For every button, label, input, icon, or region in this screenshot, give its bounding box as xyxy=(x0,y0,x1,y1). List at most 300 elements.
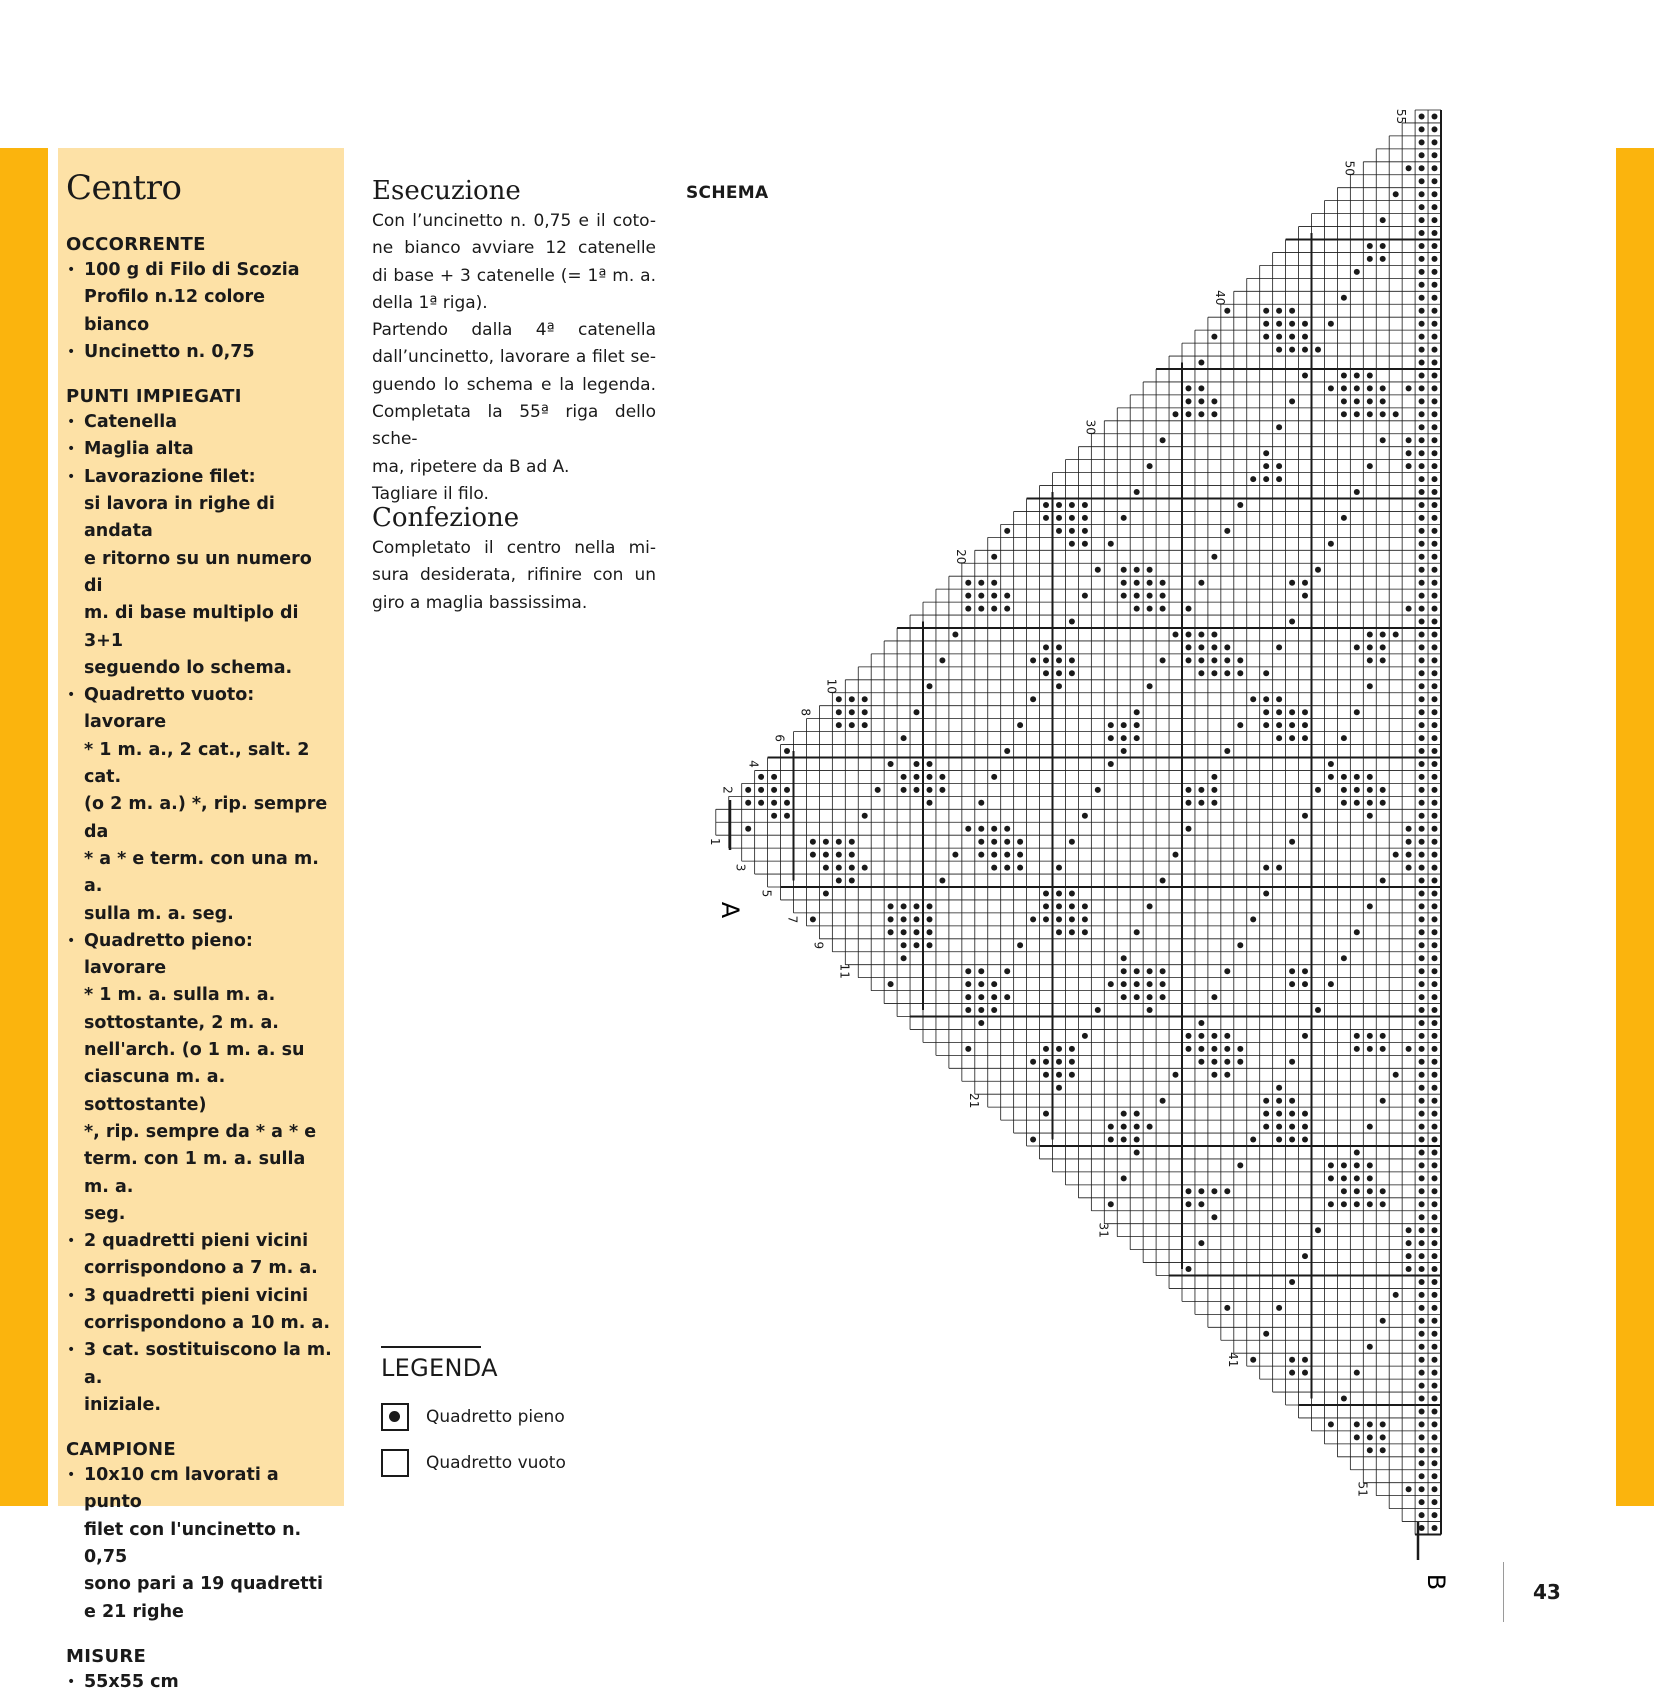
chart-dot xyxy=(991,554,997,560)
chart-dot xyxy=(1173,632,1179,638)
chart-dot xyxy=(1354,929,1360,935)
chart-dot xyxy=(758,787,764,793)
chart-dot xyxy=(1432,463,1438,469)
chart-dot xyxy=(1160,1098,1166,1104)
chart-dot xyxy=(1134,1111,1140,1117)
chart-dot xyxy=(1419,1447,1425,1453)
chart-dot xyxy=(1432,657,1438,663)
chart-dot xyxy=(1432,1473,1438,1479)
chart-dot xyxy=(1004,852,1010,858)
chart-dot xyxy=(1367,1421,1373,1427)
chart-dot xyxy=(1211,1046,1217,1052)
chart-dot xyxy=(823,839,829,845)
chart-dot xyxy=(1380,878,1386,884)
chart-dot xyxy=(1263,450,1269,456)
chart-dot xyxy=(1043,1046,1049,1052)
chart-dot xyxy=(1030,1137,1036,1143)
chart-dot xyxy=(1082,903,1088,909)
chart-dot xyxy=(1198,1046,1204,1052)
chart-dot xyxy=(1380,657,1386,663)
chart-dot xyxy=(849,852,855,858)
chart-dot xyxy=(1056,916,1062,922)
chart-dot xyxy=(745,826,751,832)
chart-dot xyxy=(978,580,984,586)
page-number-divider xyxy=(1503,1562,1504,1622)
chart-dot xyxy=(1341,373,1347,379)
chart-dot xyxy=(1367,1344,1373,1350)
chart-dot xyxy=(1237,722,1243,728)
panel-list-item: • 3 cat. sostituiscono la m. a. iniziale. xyxy=(66,1337,336,1419)
chart-dot xyxy=(1354,1150,1360,1156)
chart-dot xyxy=(1328,761,1334,767)
chart-dot xyxy=(1419,424,1425,430)
chart-dot xyxy=(1121,580,1127,586)
chart-dot xyxy=(1419,1396,1425,1402)
chart-dot xyxy=(1354,385,1360,391)
chart-dot xyxy=(1198,657,1204,663)
chart-dot xyxy=(1341,787,1347,793)
chart-dot xyxy=(836,722,842,728)
chart-dot xyxy=(1419,916,1425,922)
chart-dot xyxy=(1289,1357,1295,1363)
chart-dot xyxy=(1432,515,1438,521)
chart-dot xyxy=(1419,891,1425,897)
chart-dot xyxy=(1432,502,1438,508)
chart-dot xyxy=(1367,774,1373,780)
chart-dot xyxy=(1237,670,1243,676)
panel-list-item: • 10x10 cm lavorati a punto filet con l'uncinetto n. 0,75 sono pari a 19 quadretti e 21 righe xyxy=(66,1462,336,1626)
chart-dot xyxy=(1030,1059,1036,1065)
chart-dot xyxy=(1315,567,1321,573)
chart-dot xyxy=(1432,1033,1438,1039)
chart-dot xyxy=(978,839,984,845)
chart-dot xyxy=(1186,1046,1192,1052)
chart-dot xyxy=(1432,1214,1438,1220)
chart-dot xyxy=(1147,567,1153,573)
chart-dot xyxy=(1211,554,1217,560)
chart-dot xyxy=(1043,1059,1049,1065)
chart-dot xyxy=(1056,683,1062,689)
chart-dot xyxy=(1367,1046,1373,1052)
chart-dot xyxy=(1211,670,1217,676)
chart-dot xyxy=(1432,903,1438,909)
chart-dot xyxy=(1302,334,1308,340)
chart-dot xyxy=(1354,1162,1360,1168)
chart-dot xyxy=(1198,800,1204,806)
chart-dot xyxy=(771,800,777,806)
chart-dot xyxy=(1419,1098,1425,1104)
chart-dot xyxy=(1147,606,1153,612)
chart-dot xyxy=(1432,1227,1438,1233)
chart-dot xyxy=(1289,1279,1295,1285)
chart-dot xyxy=(1108,1137,1114,1143)
chart-dot xyxy=(1186,606,1192,612)
chart-dot xyxy=(1328,1162,1334,1168)
chart-dot xyxy=(1289,735,1295,741)
chart-dot xyxy=(1289,1370,1295,1376)
chart-dot xyxy=(1173,852,1179,858)
chart-dot xyxy=(1432,683,1438,689)
chart-dot xyxy=(771,787,777,793)
chart-dot xyxy=(1302,1033,1308,1039)
chart-dot xyxy=(1432,1175,1438,1181)
chart-dot xyxy=(1354,644,1360,650)
chart-dot xyxy=(1198,670,1204,676)
chart-dot xyxy=(1030,916,1036,922)
chart-dot xyxy=(1393,1072,1399,1078)
chart-dot xyxy=(758,800,764,806)
chart-dot xyxy=(1432,437,1438,443)
chart-dot xyxy=(1134,722,1140,728)
chart-dot xyxy=(1341,411,1347,417)
chart-dot xyxy=(1419,360,1425,366)
chart-dot xyxy=(1160,968,1166,974)
chart-dot xyxy=(836,839,842,845)
chart-dot xyxy=(1004,968,1010,974)
chart-dot xyxy=(862,865,868,871)
chart-dot xyxy=(1367,463,1373,469)
panel-title: Centro xyxy=(66,168,182,208)
panel-list-item: • 3 quadretti pieni vicini corrispondono a 10 m. a. xyxy=(66,1283,336,1338)
chart-dot xyxy=(1263,463,1269,469)
chart-dot xyxy=(1432,360,1438,366)
chart-dot xyxy=(1017,839,1023,845)
chart-dot xyxy=(1069,619,1075,625)
chart-dot xyxy=(1367,385,1373,391)
chart-dot xyxy=(836,852,842,858)
chart-dot xyxy=(1224,1046,1230,1052)
chart-marker-brackets xyxy=(730,800,1418,1560)
chart-dot xyxy=(1380,1046,1386,1052)
chart-dot xyxy=(1419,1473,1425,1479)
chart-dot xyxy=(1367,398,1373,404)
body-line: guendo lo schema e la legenda. xyxy=(372,374,656,395)
chart-dot xyxy=(1160,580,1166,586)
chart-dot xyxy=(1419,1033,1425,1039)
chart-dot xyxy=(1419,774,1425,780)
chart-dot xyxy=(849,878,855,884)
chart-dot xyxy=(1432,1525,1438,1531)
chart-dot xyxy=(1302,981,1308,987)
chart-dot xyxy=(1211,787,1217,793)
chart-dot xyxy=(1432,282,1438,288)
chart-dot xyxy=(1432,1460,1438,1466)
chart-dot xyxy=(1198,1020,1204,1026)
chart-dot xyxy=(1419,502,1425,508)
chart-dot xyxy=(1419,1111,1425,1117)
chart-dot xyxy=(1043,916,1049,922)
chart-dot xyxy=(1419,1331,1425,1337)
chart-dot xyxy=(1043,1111,1049,1117)
chart-dot xyxy=(1289,398,1295,404)
chart-dot xyxy=(1069,929,1075,935)
chart-dot xyxy=(1432,968,1438,974)
chart-dot xyxy=(1276,1124,1282,1130)
chart-dot xyxy=(914,942,920,948)
chart-dot xyxy=(1250,916,1256,922)
chart-dot xyxy=(1108,735,1114,741)
chart-dot xyxy=(1419,567,1425,573)
chart-row-label: 2 xyxy=(720,786,735,794)
chart-dot xyxy=(1004,528,1010,534)
chart-dot xyxy=(888,929,894,935)
chart-dot xyxy=(1419,1150,1425,1156)
chart-dot xyxy=(1432,632,1438,638)
chart-dot xyxy=(1160,657,1166,663)
chart-dot xyxy=(914,709,920,715)
chart-dot xyxy=(965,968,971,974)
chart-dot xyxy=(1004,994,1010,1000)
chart-dot xyxy=(1406,839,1412,845)
chart-dot xyxy=(1432,1512,1438,1518)
chart-dot xyxy=(1419,670,1425,676)
chart-dot xyxy=(1186,1033,1192,1039)
chart-dot xyxy=(1276,347,1282,353)
chart-dot xyxy=(1341,955,1347,961)
chart-dot xyxy=(1419,165,1425,171)
panel-list-item: • Catenella xyxy=(66,409,336,436)
chart-dot xyxy=(1432,852,1438,858)
chart-dot xyxy=(1147,463,1153,469)
chart-dot xyxy=(1419,1486,1425,1492)
chart-dot xyxy=(1069,1046,1075,1052)
chart-dot xyxy=(1354,787,1360,793)
chart-dot xyxy=(1250,696,1256,702)
chart-dot xyxy=(1147,968,1153,974)
chart-dot xyxy=(1380,1447,1386,1453)
chart-dot xyxy=(1237,1046,1243,1052)
chart-dot xyxy=(1419,269,1425,275)
confezione-title: Confezione xyxy=(372,503,520,533)
chart-dot xyxy=(1419,942,1425,948)
chart-dot xyxy=(1302,1253,1308,1259)
chart-dot xyxy=(1004,839,1010,845)
chart-dot xyxy=(1380,1434,1386,1440)
chart-dot xyxy=(1354,373,1360,379)
chart-dot xyxy=(1354,774,1360,780)
chart-dot xyxy=(952,852,958,858)
chart-dot xyxy=(1121,515,1127,521)
chart-dot xyxy=(1004,865,1010,871)
panel-list-item: • Maglia alta xyxy=(66,436,336,463)
chart-dot xyxy=(1056,1059,1062,1065)
chart-dot xyxy=(1289,839,1295,845)
chart-dot xyxy=(1004,593,1010,599)
chart-dot xyxy=(1432,1370,1438,1376)
chart-dot xyxy=(1211,800,1217,806)
chart-dot xyxy=(965,1046,971,1052)
chart-dot xyxy=(1186,800,1192,806)
chart-dot xyxy=(1186,657,1192,663)
chart-dot xyxy=(1419,489,1425,495)
chart-dot xyxy=(1056,657,1062,663)
chart-dot xyxy=(1419,1046,1425,1052)
chart-dot xyxy=(1419,709,1425,715)
chart-dot xyxy=(1432,761,1438,767)
chart-dot xyxy=(1419,398,1425,404)
chart-dot xyxy=(1419,334,1425,340)
chart-dot xyxy=(888,916,894,922)
chart-dot xyxy=(1134,981,1140,987)
chart-dot xyxy=(1263,334,1269,340)
chart-dot xyxy=(1082,528,1088,534)
chart-dot xyxy=(1419,981,1425,987)
chart-dot xyxy=(1069,502,1075,508)
chart-dot xyxy=(1082,916,1088,922)
chart-dot xyxy=(1108,1201,1114,1207)
chart-dot xyxy=(1419,852,1425,858)
chart-dot xyxy=(745,787,751,793)
chart-dot xyxy=(1419,1240,1425,1246)
chart-dot xyxy=(1069,903,1075,909)
chart-dot xyxy=(784,800,790,806)
chart-dot xyxy=(1432,256,1438,262)
chart-dot xyxy=(901,787,907,793)
chart-dot xyxy=(1419,1305,1425,1311)
chart-dot xyxy=(1432,1085,1438,1091)
chart-dot xyxy=(1198,385,1204,391)
chart-dot xyxy=(965,606,971,612)
body-line: dall’uncinetto, lavorare a filet se- xyxy=(372,347,656,368)
chart-dot xyxy=(1263,476,1269,482)
chart-dot xyxy=(1121,567,1127,573)
chart-dot xyxy=(1393,1292,1399,1298)
panel-list-item: • Uncinetto n. 0,75 xyxy=(66,339,336,366)
chart-dot xyxy=(1419,683,1425,689)
chart-dot xyxy=(1432,398,1438,404)
chart-dot xyxy=(1289,334,1295,340)
chart-dot xyxy=(1432,334,1438,340)
chart-dot xyxy=(1069,657,1075,663)
chart-marker-b: B xyxy=(1422,1573,1450,1591)
chart-dot xyxy=(1419,217,1425,223)
chart-dot xyxy=(1380,437,1386,443)
page-number: 43 xyxy=(1533,1580,1561,1604)
chart-dot xyxy=(1276,735,1282,741)
chart-dot xyxy=(1432,347,1438,353)
chart-dot xyxy=(1276,424,1282,430)
chart-dot xyxy=(1432,1279,1438,1285)
chart-dot xyxy=(1419,1460,1425,1466)
chart-dot xyxy=(991,774,997,780)
chart-dot xyxy=(1406,1227,1412,1233)
chart-dot xyxy=(1419,1162,1425,1168)
chart-dot xyxy=(1419,606,1425,612)
chart-dot xyxy=(1432,1046,1438,1052)
chart-row-label: 20 xyxy=(953,549,968,565)
chart-dot xyxy=(1406,1266,1412,1272)
chart-dot xyxy=(978,1020,984,1026)
chart-dot xyxy=(1160,606,1166,612)
chart-dot xyxy=(1147,593,1153,599)
chart-dot xyxy=(1419,347,1425,353)
chart-dot xyxy=(991,994,997,1000)
chart-dot xyxy=(1367,243,1373,249)
chart-dot xyxy=(1056,929,1062,935)
chart-dot xyxy=(1082,515,1088,521)
chart-dot xyxy=(1432,800,1438,806)
chart-dot xyxy=(1082,1033,1088,1039)
chart-dot xyxy=(1147,994,1153,1000)
chart-dot xyxy=(1367,800,1373,806)
chart-dot xyxy=(939,774,945,780)
chart-dot xyxy=(1186,787,1192,793)
chart-dot xyxy=(901,774,907,780)
chart-dot xyxy=(1419,580,1425,586)
chart-dot xyxy=(1263,1111,1269,1117)
chart-dot xyxy=(1406,385,1412,391)
chart-dot xyxy=(1121,1124,1127,1130)
chart-dot xyxy=(810,839,816,845)
body-line: sura desiderata, rifinire con un xyxy=(372,565,656,586)
chart-dot xyxy=(1432,1150,1438,1156)
chart-dot xyxy=(1419,878,1425,884)
chart-dot xyxy=(1419,722,1425,728)
chart-dot xyxy=(1367,632,1373,638)
chart-dot xyxy=(1432,476,1438,482)
chart-dot xyxy=(1419,826,1425,832)
legend-item-full xyxy=(381,1400,681,1434)
chart-dot xyxy=(1186,398,1192,404)
chart-dot xyxy=(1328,1421,1334,1427)
chart-dot xyxy=(927,942,933,948)
chart-dot xyxy=(1069,541,1075,547)
chart-dot xyxy=(1419,839,1425,845)
chart-dot xyxy=(836,865,842,871)
chart-dot xyxy=(1354,1046,1360,1052)
chart-dot xyxy=(1432,1253,1438,1259)
chart-dot xyxy=(978,981,984,987)
chart-dot xyxy=(978,800,984,806)
chart-dot xyxy=(1341,1188,1347,1194)
chart-dot xyxy=(849,709,855,715)
chart-dot xyxy=(1211,1214,1217,1220)
chart-dot xyxy=(1121,955,1127,961)
chart-dot xyxy=(1198,1059,1204,1065)
chart-dot xyxy=(1406,1046,1412,1052)
chart-dot xyxy=(1134,735,1140,741)
chart-dot xyxy=(1289,1111,1295,1117)
schema-label: SCHEMA xyxy=(686,183,769,203)
chart-row-label: 41 xyxy=(1225,1352,1240,1368)
chart-dot xyxy=(1432,1007,1438,1013)
chart-dot xyxy=(1315,1227,1321,1233)
chart-dot xyxy=(1367,1434,1373,1440)
chart-dot xyxy=(1419,411,1425,417)
chart-dot xyxy=(1147,903,1153,909)
chart-dot xyxy=(1224,657,1230,663)
chart-row-label: 21 xyxy=(966,1093,981,1109)
chart-dot xyxy=(784,787,790,793)
chart-dot xyxy=(1432,593,1438,599)
chart-dot xyxy=(1367,1188,1373,1194)
chart-dot xyxy=(1224,968,1230,974)
chart-dot xyxy=(1056,515,1062,521)
chart-dot xyxy=(1082,813,1088,819)
chart-dot xyxy=(771,813,777,819)
chart-dot xyxy=(965,593,971,599)
panel-heading: MISURE xyxy=(66,1645,147,1667)
chart-dot xyxy=(1289,1124,1295,1130)
chart-dot xyxy=(1419,1266,1425,1272)
chart-dot xyxy=(1432,1486,1438,1492)
chart-dot xyxy=(1354,1201,1360,1207)
chart-dot xyxy=(1134,1124,1140,1130)
full-square-icon xyxy=(381,1403,409,1431)
body-line: Completata la 55ª riga dello sche- xyxy=(372,402,656,450)
chart-dot xyxy=(1276,463,1282,469)
chart-dot xyxy=(1121,1137,1127,1143)
